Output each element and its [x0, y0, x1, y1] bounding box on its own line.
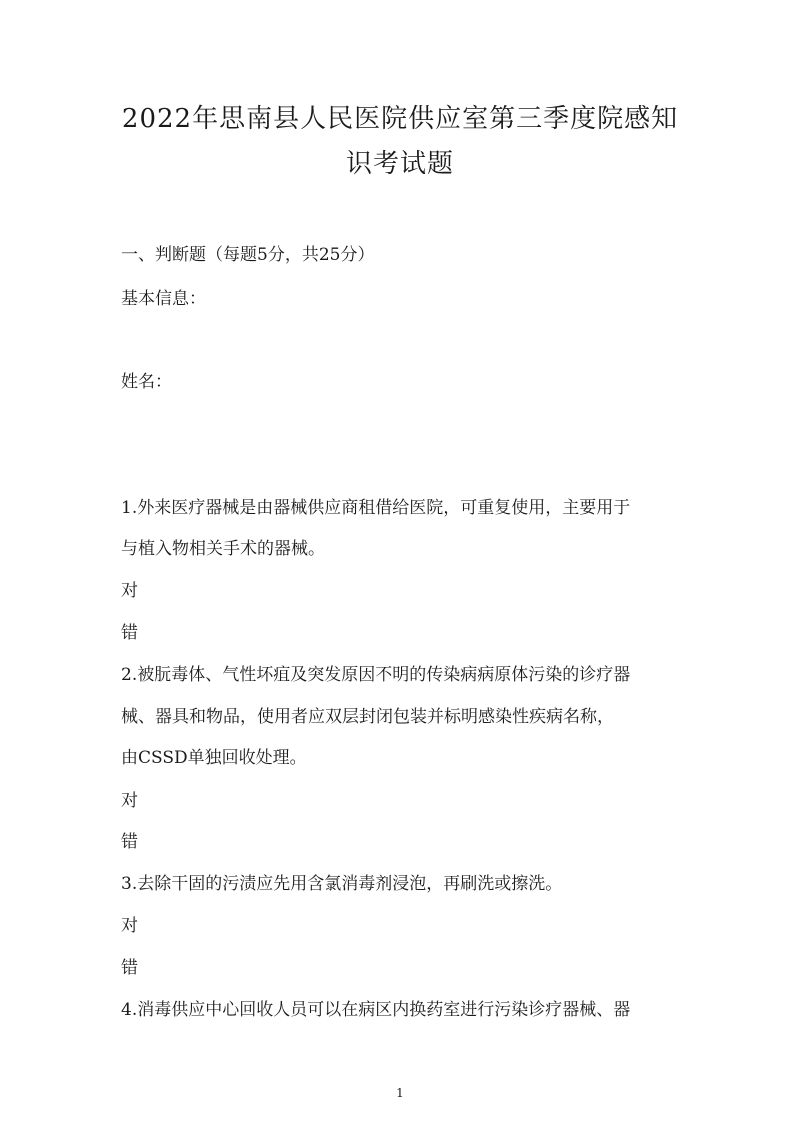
- question-3-line-1: 3.去除干固的污渍应先用含氯消毒剂浸泡，再刷洗或擦洗。: [121, 874, 563, 894]
- question-1-option-true[interactable]: 对: [121, 581, 138, 601]
- document-title-line-2: 识考试题: [345, 149, 454, 179]
- question-3-option-true[interactable]: 对: [121, 916, 138, 936]
- basic-info-label: 基本信息：: [121, 289, 206, 309]
- question-2-line-2: 械、器具和物品，使用者应双层封闭包装并标明感染性疾病名称，: [121, 707, 614, 727]
- section-heading: 一、判断题（每题5分，共25分）: [121, 245, 375, 265]
- question-3-option-false[interactable]: 错: [121, 958, 138, 978]
- question-2-line-1: 2.被朊毒体、气性坏疽及突发原因不明的传染病病原体污染的诊疗器: [121, 665, 631, 685]
- question-1-option-false[interactable]: 错: [121, 623, 138, 643]
- question-2-option-true[interactable]: 对: [121, 791, 138, 811]
- question-4-line-1: 4.消毒供应中心回收人员可以在病区内换药室进行污染诊疗器械、器: [121, 1000, 631, 1020]
- name-label: 姓名：: [121, 372, 172, 392]
- question-1-line-1: 1.外来医疗器械是由器械供应商租借给医院，可重复使用，主要用于: [121, 498, 631, 518]
- question-1-line-2: 与植入物相关手术的器械。: [121, 539, 325, 559]
- document-title-line-1: 2022年思南县人民医院供应室第三季度院感知: [121, 104, 679, 134]
- page-number: 1: [396, 1086, 404, 1100]
- question-2-option-false[interactable]: 错: [121, 832, 138, 852]
- question-2-line-3: 由CSSD单独回收处理。: [121, 748, 307, 768]
